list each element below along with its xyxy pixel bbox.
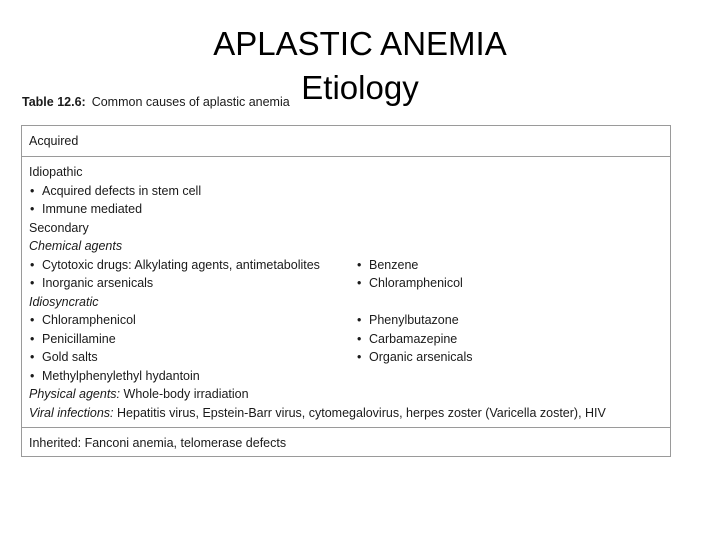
slide-title-line1: APLASTIC ANEMIA xyxy=(213,25,507,62)
list-item: • Inorganic arsenicals xyxy=(29,274,356,293)
inherited-text: Inherited: Fanconi anemia, telomerase defects xyxy=(29,436,287,450)
physical-agents-line xyxy=(29,385,663,404)
viral-infections-label: Viral infections: xyxy=(29,405,114,420)
physical-agents-text: Whole-body irradiation xyxy=(123,387,249,401)
inherited-row xyxy=(22,428,670,453)
table-caption xyxy=(22,92,294,112)
list-item: • Gold salts xyxy=(29,348,356,367)
list-item: • Benzene xyxy=(356,256,663,275)
physical-agents-label: Physical agents: xyxy=(29,387,121,401)
list-item: • Immune mediated xyxy=(29,200,663,219)
causes-table xyxy=(21,125,671,457)
list-item: • Chloramphenicol xyxy=(29,311,356,330)
list-item: • Organic arsenicals xyxy=(356,348,663,367)
chemical-agents-list xyxy=(29,256,663,293)
idiopathic-heading: Idiopathic xyxy=(29,165,83,179)
list-item: • Acquired defects in stem cell xyxy=(29,182,663,201)
table-caption-label: Table 12.6: xyxy=(22,95,86,109)
slide-title-line2: Etiology xyxy=(301,69,419,106)
secondary-heading: Secondary xyxy=(29,220,89,235)
acquired-header: Acquired xyxy=(29,134,79,148)
list-item: • Methylphenylethyl hydantoin xyxy=(29,367,356,386)
chemical-agents-heading: Chemical agents xyxy=(29,239,123,253)
list-item: • Penicillamine xyxy=(29,330,356,349)
list-item: • Phenylbutazone xyxy=(356,311,663,330)
viral-infections-line xyxy=(29,404,663,423)
list-item: • Chloramphenicol xyxy=(356,274,663,293)
list-item: • Cytotoxic drugs: Alkylating agents, antimetabolites xyxy=(29,256,356,275)
acquired-header-row xyxy=(22,126,670,157)
idiosyncratic-list xyxy=(29,311,663,385)
viral-infections-text: Hepatitis virus, Epstein-Barr virus, cytomegalovirus, herpes zoster (Varicella zoster), HIV xyxy=(117,405,606,420)
acquired-body-row xyxy=(22,157,670,428)
idiosyncratic-heading: Idiosyncratic xyxy=(29,294,99,309)
table-caption-text: Common causes of aplastic anemia xyxy=(91,95,290,109)
list-item: • Carbamazepine xyxy=(356,330,663,349)
